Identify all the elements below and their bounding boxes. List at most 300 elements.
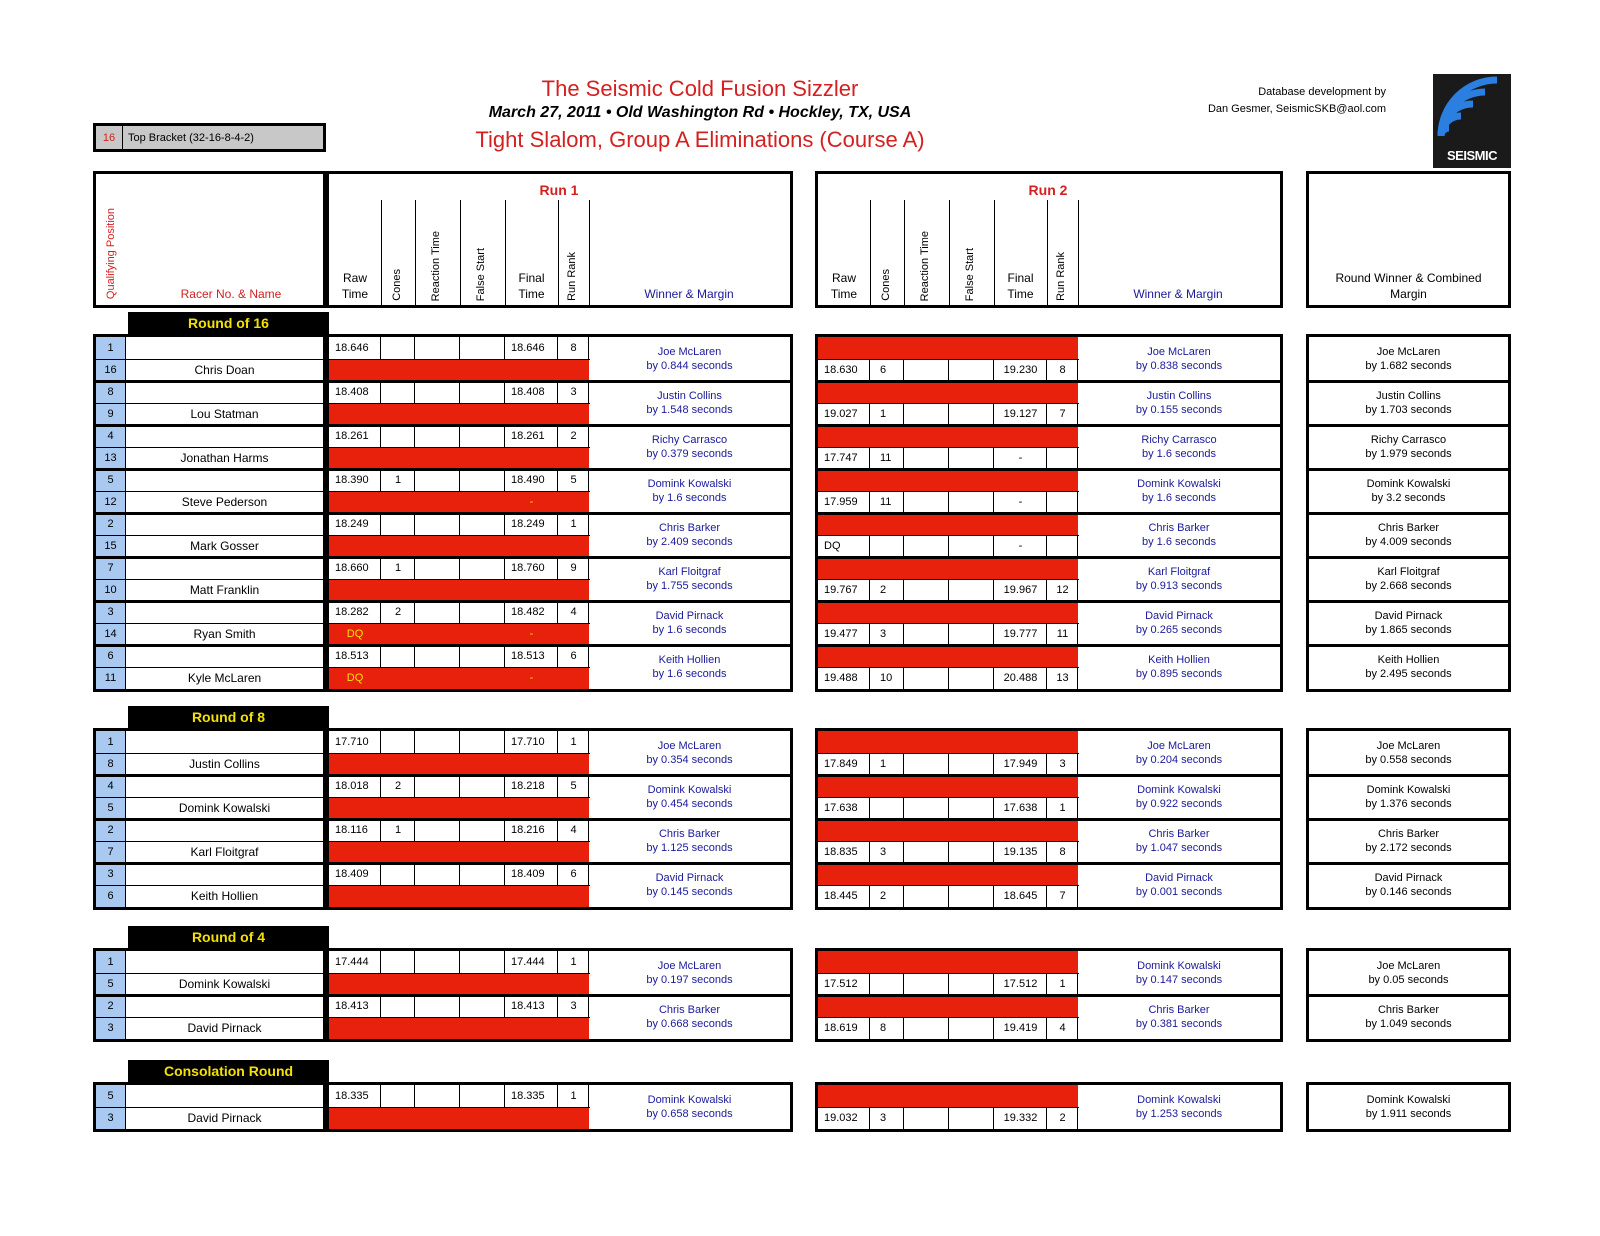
dq-flag: DQ <box>346 628 364 640</box>
winner-name: Domink Kowalski <box>647 478 732 490</box>
seismic-logo <box>1433 74 1511 168</box>
run-rank: 12 <box>1056 584 1069 596</box>
raw-time: 17.444 <box>335 956 369 968</box>
reaction-time-header-2: Reaction Time <box>919 230 931 301</box>
heat-divider <box>96 380 323 383</box>
combined-margin: by 2.495 seconds <box>1365 668 1452 680</box>
winner-margin: by 1.6 seconds <box>652 668 727 680</box>
row-divider <box>818 1107 1079 1108</box>
winner-name: David Pirnack <box>1145 610 1213 622</box>
final-time: 19.127 <box>1003 408 1038 420</box>
run1-lane2-row <box>329 403 589 425</box>
raw-time: 18.409 <box>335 868 369 880</box>
row-divider <box>96 885 323 886</box>
winner-margin: by 0.197 seconds <box>646 974 733 986</box>
winner-name: David Pirnack <box>1374 610 1443 622</box>
final-time: 19.967 <box>1003 584 1038 596</box>
winner-name: Domink Kowalski <box>1137 960 1221 972</box>
run-rank <box>1047 447 1078 469</box>
winner-margin: by 1.548 seconds <box>646 404 733 416</box>
final-time: 19.332 <box>1003 1112 1038 1124</box>
winner-margin: by 1.125 seconds <box>646 842 733 854</box>
winner-margin-header: Winner & Margin <box>644 287 734 301</box>
qualifying-position: 5 <box>96 797 126 819</box>
winner-margin: by 1.6 seconds <box>1142 448 1216 460</box>
raw-time: 19.027 <box>824 408 858 420</box>
row-divider <box>818 797 1079 798</box>
row-divider <box>818 447 1079 448</box>
raw-time: 18.445 <box>824 890 858 902</box>
run1-lane2-row <box>329 535 589 557</box>
combined-winner <box>1309 425 1508 469</box>
winner-name: Chris Barker <box>1377 828 1440 840</box>
row-divider <box>818 667 1079 668</box>
raw-time: 18.116 <box>335 824 368 836</box>
heat-divider <box>96 600 323 603</box>
heat-divider <box>96 644 323 647</box>
combined-winner <box>1309 381 1508 425</box>
run2-lane1-row <box>818 731 1078 753</box>
racer-table <box>93 1082 326 1132</box>
raw-time: 18.261 <box>335 430 369 442</box>
run2-winner-margin <box>1078 775 1280 819</box>
winner-margin: by 0.838 seconds <box>1135 360 1223 372</box>
run-rank: 6 <box>570 650 577 662</box>
heat-divider <box>96 862 323 865</box>
run2-winner-margin <box>1078 645 1280 689</box>
racer-name: Mark Gosser <box>190 539 259 553</box>
winner-name: Joe McLaren <box>1147 346 1211 358</box>
row-divider <box>96 491 323 492</box>
run2-header <box>815 171 1283 308</box>
run-rank: 4 <box>1059 1022 1066 1034</box>
racer-table <box>93 948 326 1042</box>
run2-title: Run 2 <box>1028 182 1068 198</box>
final-time: 17.710 <box>511 736 545 748</box>
run2-table <box>815 1082 1283 1132</box>
logo-text: SEISMIC <box>1447 148 1497 163</box>
run1-winner-margin <box>589 513 790 557</box>
run2-lane1-row <box>818 469 1078 491</box>
winner-name: Chris Barker <box>1148 1004 1210 1016</box>
racer-name: Steve Pederson <box>181 495 268 509</box>
run2-lane1-row <box>818 557 1078 579</box>
qualifying-position: 14 <box>96 623 126 645</box>
run2-winner-margin <box>1078 995 1280 1039</box>
run2-table <box>815 334 1283 692</box>
raw-time: 18.249 <box>335 518 369 530</box>
final-time: 18.645 <box>1003 890 1038 902</box>
run1-winner-margin <box>589 995 790 1039</box>
cones: 2 <box>394 606 402 618</box>
run-rank: 7 <box>1059 890 1066 902</box>
run-rank: 1 <box>1059 802 1066 814</box>
cones <box>381 1085 415 1107</box>
winner-name: Chris Barker <box>658 522 721 534</box>
row-divider <box>329 359 590 360</box>
row-divider <box>818 623 1079 624</box>
final-time: 17.949 <box>1003 758 1038 770</box>
winner-name: Chris Barker <box>1148 522 1210 534</box>
row-divider <box>96 535 323 536</box>
run1-winner-margin <box>589 469 790 513</box>
row-divider <box>818 359 1079 360</box>
winner-name: David Pirnack <box>655 872 724 884</box>
winner-name: Keith Hollien <box>1148 654 1210 666</box>
raw-time: 17.512 <box>824 978 858 990</box>
cones: 10 <box>880 672 893 684</box>
raw-time: 18.282 <box>335 606 369 618</box>
winner-name: Joe McLaren <box>1376 346 1441 358</box>
run1-lane2-row <box>329 359 589 381</box>
bracket-selector[interactable] <box>93 123 326 152</box>
cones: 2 <box>880 584 887 596</box>
winner-margin: by 0.668 seconds <box>646 1018 733 1030</box>
winner-margin: by 0.895 seconds <box>1135 668 1223 680</box>
winner-name: Joe McLaren <box>657 740 722 752</box>
combined-winner <box>1309 819 1508 863</box>
row-divider <box>96 623 323 624</box>
final-time: 18.218 <box>511 780 545 792</box>
winner-name: Richy Carrasco <box>1370 434 1447 446</box>
cones: 3 <box>880 1112 887 1124</box>
cones <box>381 951 415 973</box>
heat-divider <box>96 512 323 515</box>
raw-time: 18.413 <box>335 1000 369 1012</box>
winner-name: Karl Floitgraf <box>1147 566 1211 578</box>
cones <box>381 381 415 403</box>
false-start-header: False Start <box>475 247 487 301</box>
run-rank <box>1047 491 1078 513</box>
winner-name: Joe McLaren <box>657 346 722 358</box>
run-rank: 5 <box>570 474 577 486</box>
credit-line-1: Database development by <box>1258 86 1386 98</box>
raw-time: 17.747 <box>824 452 858 464</box>
winner-margin: by 0.844 seconds <box>646 360 733 372</box>
qualifying-position: 6 <box>96 645 126 667</box>
run-rank: 4 <box>570 606 577 618</box>
run1-table <box>326 334 793 692</box>
run1-lane2-row <box>329 579 589 601</box>
run1-lane2-row <box>329 841 589 863</box>
cones <box>870 535 904 557</box>
row-divider <box>818 535 1079 536</box>
winner-margin: by 1.6 seconds <box>1142 536 1216 548</box>
row-divider <box>329 667 590 668</box>
combined-header <box>1306 171 1511 308</box>
round-label: Round of 16 <box>128 312 329 334</box>
run-rank: 11 <box>1056 628 1069 640</box>
cones <box>381 337 415 359</box>
winner-name: David Pirnack <box>1374 872 1443 884</box>
combined-winner <box>1309 601 1508 645</box>
qualifying-position: 2 <box>96 819 126 841</box>
final-time: 18.646 <box>511 342 545 354</box>
raw-time: 18.018 <box>335 780 369 792</box>
qualifying-position-header: Qualifying Position <box>105 207 117 299</box>
qualifying-position: 10 <box>96 579 126 601</box>
winner-name: Chris Barker <box>1148 828 1210 840</box>
row-divider <box>96 667 323 668</box>
run-rank: 5 <box>570 780 577 792</box>
row-divider <box>329 447 590 448</box>
winner-margin-header-2: Winner & Margin <box>1133 287 1223 301</box>
combined-winner <box>1309 645 1508 689</box>
run2-winner-margin <box>1078 381 1280 425</box>
row-divider <box>329 797 590 798</box>
raw-time: 17.959 <box>824 496 858 508</box>
racer-table <box>93 334 326 692</box>
run2-lane1-row <box>818 1085 1078 1107</box>
combined-margin: by 1.376 seconds <box>1365 798 1452 810</box>
winner-name: Chris Barker <box>658 828 721 840</box>
winner-name: David Pirnack <box>655 610 724 622</box>
winner-name: Chris Barker <box>658 1004 721 1016</box>
racer-name: Domink Kowalski <box>178 801 271 815</box>
run1-winner-margin <box>589 819 790 863</box>
cones: 2 <box>394 780 402 792</box>
run2-lane1-row <box>818 645 1078 667</box>
final-time: 19.135 <box>1003 846 1038 858</box>
combined-winner <box>1309 337 1508 381</box>
combined-table <box>1306 334 1511 692</box>
winner-name: Domink Kowalski <box>1137 478 1221 490</box>
racer-name-header: Racer No. & Name <box>180 287 282 301</box>
combined-winner <box>1309 775 1508 819</box>
run1-lane2-row <box>329 973 589 995</box>
winner-margin: by 0.379 seconds <box>646 448 733 460</box>
cones: 1 <box>394 562 402 574</box>
run2-winner-margin <box>1078 1085 1280 1129</box>
run2-lane1-row <box>818 425 1078 447</box>
run-rank: 13 <box>1056 672 1069 684</box>
qualifying-position: 5 <box>96 1085 126 1107</box>
cones <box>870 797 904 819</box>
combined-margin: by 1.911 seconds <box>1365 1108 1452 1120</box>
cones: 3 <box>880 846 887 858</box>
racer-name: Karl Floitgraf <box>190 845 259 859</box>
raw-time: 19.767 <box>824 584 858 596</box>
heat-divider <box>96 994 323 997</box>
cones: 11 <box>880 496 892 508</box>
combined-winner <box>1309 951 1508 995</box>
winner-margin: by 0.913 seconds <box>1135 580 1223 592</box>
row-divider <box>329 491 590 492</box>
run1-winner-margin <box>589 337 790 381</box>
run2-lane1-row <box>818 381 1078 403</box>
winner-name: Keith Hollien <box>1377 654 1440 666</box>
final-time: 18.335 <box>511 1090 545 1102</box>
winner-name: Karl Floitgraf <box>1377 566 1440 578</box>
qualifying-position: 4 <box>96 775 126 797</box>
winner-margin: by 0.454 seconds <box>646 798 733 810</box>
combined-margin: by 1.049 seconds <box>1365 1018 1452 1030</box>
cones-header: Cones <box>391 269 403 301</box>
winner-margin: by 0.658 seconds <box>646 1108 733 1120</box>
row-divider <box>818 753 1079 754</box>
event-date-location: March 27, 2011 • Old Washington Rd • Hockley, TX, USA <box>488 104 912 121</box>
cones: 11 <box>880 452 892 464</box>
raw-time: 18.835 <box>824 846 858 858</box>
raw-time: 17.849 <box>824 758 858 770</box>
winner-margin: by 1.755 seconds <box>646 580 733 592</box>
winner-margin: by 0.204 seconds <box>1135 754 1223 766</box>
raw-time: 17.638 <box>824 802 858 814</box>
run-rank-header: Run Rank <box>566 252 578 301</box>
winner-name: Chris Barker <box>1377 1004 1440 1016</box>
row-divider <box>818 973 1079 974</box>
combined-margin: by 1.865 seconds <box>1365 624 1452 636</box>
winner-name: Domink Kowalski <box>647 1094 732 1106</box>
dq-flag: DQ <box>346 672 364 684</box>
run2-lane1-row <box>818 337 1078 359</box>
winner-margin: by 1.253 seconds <box>1135 1108 1223 1120</box>
winner-name: Justin Collins <box>1376 390 1441 402</box>
run1-lane2-row <box>329 797 589 819</box>
run2-winner-margin <box>1078 819 1280 863</box>
run1-winner-margin <box>589 731 790 775</box>
final-time: 18.760 <box>511 562 545 574</box>
qualifying-position: 1 <box>96 731 126 753</box>
winner-name: Domink Kowalski <box>1137 784 1221 796</box>
final-time: - <box>1018 540 1023 552</box>
racer-name: Jonathan Harms <box>180 451 269 465</box>
racer-name: Keith Hollien <box>190 889 259 903</box>
qualifying-position: 4 <box>96 425 126 447</box>
cones: 8 <box>880 1022 887 1034</box>
run1-winner-margin <box>589 863 790 907</box>
raw-time: DQ <box>824 540 841 552</box>
run2-lane1-row <box>818 513 1078 535</box>
qualifying-position: 1 <box>96 337 126 359</box>
racer-header <box>93 171 326 308</box>
run1-winner-margin <box>589 775 790 819</box>
winner-name: Richy Carrasco <box>1141 434 1217 446</box>
run1-winner-margin <box>589 951 790 995</box>
qualifying-position: 6 <box>96 885 126 907</box>
winner-name: David Pirnack <box>1145 872 1213 884</box>
winner-name: Justin Collins <box>657 390 722 402</box>
combined-winner <box>1309 995 1508 1039</box>
winner-name: Joe McLaren <box>657 960 722 972</box>
final-time: 18.249 <box>511 518 545 530</box>
cones: 1 <box>880 408 887 420</box>
combined-margin-header: Round Winner & Combined Margin <box>1335 271 1482 301</box>
run-rank: 1 <box>570 956 577 968</box>
cones-header-2: Cones <box>880 269 892 301</box>
winner-name: Keith Hollien <box>658 654 721 666</box>
cones <box>381 863 415 885</box>
heat-divider <box>96 424 323 427</box>
winner-margin: by 0.265 seconds <box>1135 624 1223 636</box>
row-divider <box>96 579 323 580</box>
row-divider <box>329 885 590 886</box>
raw-time: 19.477 <box>824 628 858 640</box>
raw-time: 18.619 <box>824 1022 858 1034</box>
row-divider <box>96 1017 323 1018</box>
final-time-lane2: - <box>529 628 534 640</box>
credit <box>1208 84 1386 118</box>
final-time: 18.261 <box>511 430 545 442</box>
combined-winner <box>1309 731 1508 775</box>
raw-time: 19.032 <box>824 1112 858 1124</box>
combined-margin: by 0.558 seconds <box>1365 754 1452 766</box>
combined-margin: by 2.668 seconds <box>1365 580 1452 592</box>
cones: 1 <box>394 824 402 836</box>
run2-winner-margin <box>1078 863 1280 907</box>
qualifying-position: 2 <box>96 513 126 535</box>
winner-name: Joe McLaren <box>1147 740 1211 752</box>
qualifying-position: 3 <box>96 601 126 623</box>
run2-winner-margin <box>1078 469 1280 513</box>
run-rank: 1 <box>570 518 577 530</box>
round-label: Round of 4 <box>128 926 329 948</box>
racer-name: Chris Doan <box>194 363 255 377</box>
row-divider <box>818 491 1079 492</box>
cones <box>381 731 415 753</box>
run2-winner-margin <box>1078 425 1280 469</box>
run-rank: 4 <box>570 824 577 836</box>
run2-winner-margin <box>1078 557 1280 601</box>
run-rank-header-2: Run Rank <box>1055 252 1067 301</box>
run-rank: 2 <box>1059 1112 1066 1124</box>
run1-lane2-row <box>329 885 589 907</box>
combined-winner <box>1309 557 1508 601</box>
winner-margin: by 0.147 seconds <box>1135 974 1223 986</box>
run-rank: 1 <box>1059 978 1066 990</box>
run1-lane2-row <box>329 1107 589 1129</box>
run1-header <box>326 171 793 308</box>
raw-time: 18.630 <box>824 364 858 376</box>
row-divider <box>96 403 323 404</box>
row-divider <box>96 359 323 360</box>
winner-name: Domink Kowalski <box>1366 1094 1451 1106</box>
row-divider <box>818 841 1079 842</box>
cones: 3 <box>880 628 887 640</box>
run2-winner-margin <box>1078 951 1280 995</box>
final-time: 18.413 <box>511 1000 545 1012</box>
final-time: 17.638 <box>1003 802 1038 814</box>
combined-margin: by 1.703 seconds <box>1365 404 1452 416</box>
raw-time: 18.335 <box>335 1090 369 1102</box>
run-rank: 8 <box>1059 364 1066 376</box>
reaction-time-header: Reaction Time <box>430 230 442 301</box>
qualifying-position: 8 <box>96 381 126 403</box>
run1-lane2-row <box>329 1017 589 1039</box>
combined-margin: by 4.009 seconds <box>1365 536 1452 548</box>
winner-margin: by 0.354 seconds <box>646 754 733 766</box>
run-rank <box>1047 535 1078 557</box>
run1-table <box>326 1082 793 1132</box>
racer-name: Matt Franklin <box>189 583 260 597</box>
raw-time: 18.646 <box>335 342 369 354</box>
row-divider <box>818 403 1079 404</box>
final-time: - <box>1018 452 1023 464</box>
event-name: Tight Slalom, Group A Eliminations (Course A) <box>475 127 925 152</box>
final-time-header: Final Time <box>518 271 545 301</box>
final-time-lane2: - <box>529 672 534 684</box>
run2-winner-margin <box>1078 601 1280 645</box>
cones <box>381 425 415 447</box>
winner-margin: by 1.047 seconds <box>1135 842 1223 854</box>
run-rank: 6 <box>570 868 577 880</box>
run-rank: 3 <box>1059 758 1066 770</box>
winner-margin: by 1.6 seconds <box>652 624 727 636</box>
final-time: 18.408 <box>511 386 545 398</box>
winner-name: Domink Kowalski <box>1366 478 1451 490</box>
winner-margin: by 2.409 seconds <box>646 536 733 548</box>
final-time: 18.409 <box>511 868 545 880</box>
